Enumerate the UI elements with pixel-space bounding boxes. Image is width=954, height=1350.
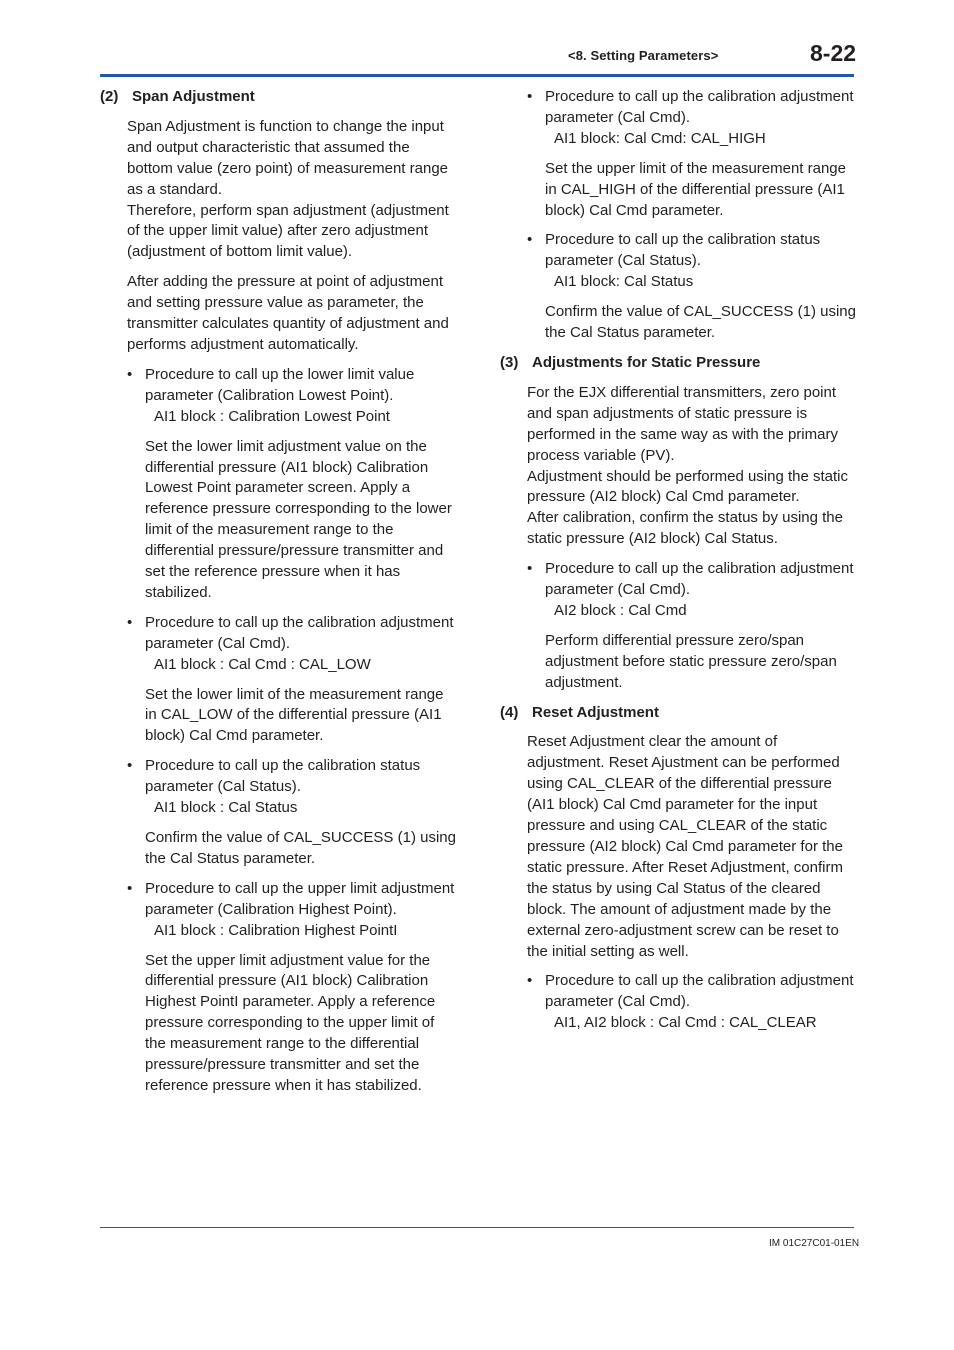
procedure-text: Procedure to call up the upper limit adjustment parameter (Calibration Highest Point). <box>145 879 455 918</box>
header-rule <box>100 74 854 77</box>
parameter-path: AI1 block : Calibration Highest PointI <box>154 921 398 939</box>
procedure-text: Procedure to call up the calibration adjustment parameter (Cal Cmd). <box>545 972 854 1011</box>
procedure-note: Set the lower limit of the measurement range in CAL_LOW of the differential pressure (AI1 block) Cal Cmd parameter. <box>145 685 444 745</box>
section-number: (4) <box>500 703 519 721</box>
page-number: 8-22 <box>810 40 857 66</box>
section-number: (2) <box>100 88 119 105</box>
document-code: IM 01C27C01-01EN <box>769 1238 860 1249</box>
procedure-text: Procedure to call up the calibration adjustment parameter (Cal Cmd). <box>145 613 454 652</box>
procedure-note: Set the upper limit adjustment value for the differential pressure (AI1 block) Calibration Highest PointI parameter. Apply a reference pressure corresponding to the upper limit of the measurement range to the differential pressure/pressure transmitter and set the reference pressure when it has stabilized. <box>145 951 436 1094</box>
parameter-path: AI1 block: Cal Cmd: CAL_HIGH <box>554 129 766 147</box>
section-heading-reset-adjustment <box>500 703 858 724</box>
parameter-path: AI2 block : Cal Cmd <box>554 601 687 619</box>
list-item <box>527 230 858 293</box>
bullet-icon: • <box>527 231 533 249</box>
section-heading-span-adjustment <box>100 87 458 108</box>
right-column <box>500 87 858 1043</box>
bullet-icon: • <box>127 757 133 775</box>
bullet-icon: • <box>127 879 133 897</box>
procedure-note: Confirm the value of CAL_SUCCESS (1) using the Cal Status parameter. <box>545 303 856 342</box>
section-heading-static-pressure <box>500 353 858 374</box>
procedure-text: Procedure to call up the calibration status parameter (Cal Status). <box>545 231 821 270</box>
paragraph <box>527 383 858 550</box>
paragraph-line: Therefore, perform span adjustment (adjustment of the upper limit value) after zero adjustment (adjustment of bottom limit value). <box>127 201 449 261</box>
paragraph: After adding the pressure at point of adjustment and setting pressure value as parameter, the transmitter calculates quantity of adjustment and performs adjustment automatically. <box>127 273 449 353</box>
footer-rule <box>100 1227 854 1228</box>
procedure-text: Procedure to call up the calibration adjustment parameter (Cal Cmd). <box>545 560 854 599</box>
paragraph-line: For the EJX differential transmitters, zero point and span adjustments of static pressure is performed in the same way as with the primary process variable (PV). <box>527 383 838 464</box>
procedure-text: Procedure to call up the calibration adjustment parameter (Cal Cmd). <box>545 88 854 126</box>
section-title: Span Adjustment <box>132 88 255 105</box>
section-title: Adjustments for Static Pressure <box>532 353 761 371</box>
section-title: Reset Adjustment <box>532 703 659 721</box>
section-number: (3) <box>500 353 519 371</box>
paragraph <box>127 117 458 263</box>
parameter-path: AI1 block: Cal Status <box>554 273 694 291</box>
procedure-text: Procedure to call up the calibration status parameter (Cal Status). <box>145 757 421 796</box>
parameter-path: AI1, AI2 block : Cal Cmd : CAL_CLEAR <box>554 1014 817 1032</box>
bullet-icon: • <box>527 88 533 105</box>
paragraph: Reset Adjustment clear the amount of adjustment. Reset Ajustment can be performed using CAL_CLEAR of the differential pressure (AI1 block) Cal Cmd parameter for the input pressure and using CAL_CLEAR of the static pressure (AI2 block) Cal Cmd parameter for the static pressure. After Reset Adjustment, confirm the status by using Cal Status of the cleared block. The amount of adjustment made by the external zero-adjustment screw can be reset to the initial setting as well. <box>527 733 843 960</box>
paragraph-line: Adjustment should be performed using the static pressure (AI2 block) Cal Cmd parameter. <box>527 467 849 506</box>
bullet-icon: • <box>527 972 533 990</box>
procedure-note: Set the upper limit of the measurement range in CAL_HIGH of the differential pressure (AI1 block) Cal Cmd parameter. <box>545 159 846 219</box>
procedure-note: Confirm the value of CAL_SUCCESS (1) using the Cal Status parameter. <box>145 829 456 867</box>
list-item <box>127 365 458 428</box>
procedure-note: Perform differential pressure zero/span adjustment before static pressure zero/span adjustment. <box>545 631 837 691</box>
list-item <box>127 879 458 942</box>
left-column <box>100 87 458 1106</box>
parameter-path: AI1 block : Cal Status <box>154 799 298 817</box>
list-item <box>527 559 858 622</box>
list-item <box>527 971 858 1034</box>
paragraph-line: Span Adjustment is function to change the input and output characteristic that assumed the bottom value (zero point) of measurement range as a standard. <box>127 117 448 198</box>
procedure-note: Set the lower limit adjustment value on the differential pressure (AI1 block) Calibration Lowest Point parameter screen. Apply a reference pressure corresponding to the lower limit of the measurement range to the differential pressure/pressure transmitter and set the reference pressure when it has stabilized. <box>145 437 452 601</box>
bullet-icon: • <box>527 560 533 578</box>
list-item <box>127 756 458 819</box>
bullet-icon: • <box>127 365 133 383</box>
parameter-path: AI1 block : Cal Cmd : CAL_LOW <box>154 655 371 673</box>
paragraph-line: After calibration, confirm the status by using the static pressure (AI2 block) Cal Status. <box>527 509 843 548</box>
procedure-text: Procedure to call up the lower limit value parameter (Calibration Lowest Point). <box>145 365 415 404</box>
parameter-path: AI1 block : Calibration Lowest Point <box>154 407 390 425</box>
header-section-title: <8. Setting Parameters> <box>568 48 719 63</box>
bullet-icon: • <box>127 613 133 631</box>
list-item <box>527 87 858 150</box>
list-item <box>127 613 458 676</box>
